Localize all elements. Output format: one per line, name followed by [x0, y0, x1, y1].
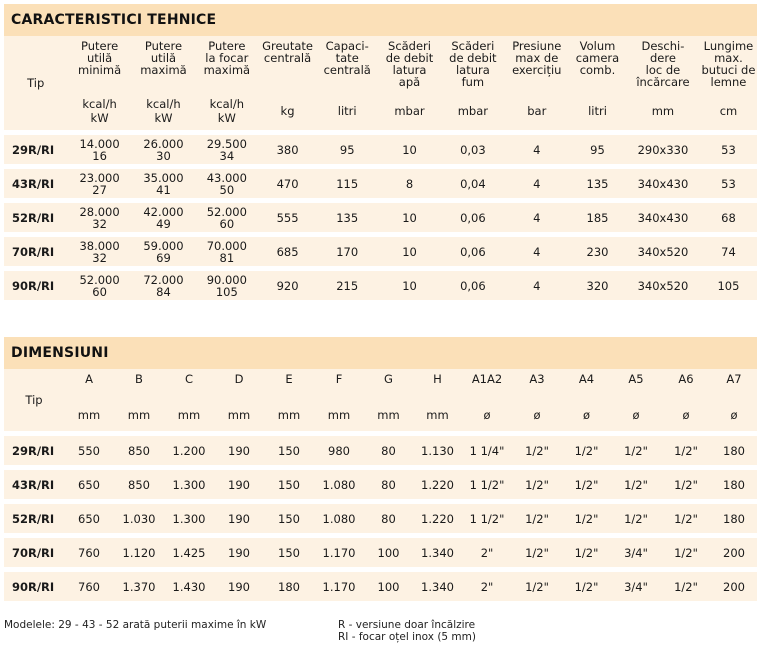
unit-cell: mm — [314, 399, 364, 434]
unit-cell: ø — [711, 399, 757, 434]
table-cell: 170 — [317, 235, 378, 269]
table-cell: 135 — [317, 201, 378, 235]
unit-cell: mm — [114, 399, 164, 434]
tip-cell: 90R/RI — [4, 269, 67, 301]
table-cell: 340x430 — [626, 201, 700, 235]
legend-r: R - versiune doar încălzire — [338, 619, 476, 631]
table-cell: 52.000 60 — [67, 269, 131, 301]
column-header: A4 — [562, 369, 611, 399]
table-cell: 53 — [700, 167, 757, 201]
column-header: E — [264, 369, 314, 399]
table-cell: 650 — [64, 468, 114, 502]
column-header: C — [164, 369, 214, 399]
tech-section-title: CARACTERISTICI TEHNICE — [4, 4, 757, 36]
unit-cell: kcal/h kW — [195, 92, 258, 133]
table-cell: 90.000 105 — [195, 269, 258, 301]
table-cell: 1.220 — [413, 502, 462, 536]
table-cell: 290x330 — [626, 133, 700, 167]
table-cell: 1/2" — [611, 502, 661, 536]
table-cell: 4 — [505, 133, 569, 167]
table-cell: 0,03 — [441, 133, 504, 167]
table-cell: 1.300 — [164, 502, 214, 536]
table-cell: 1/2" — [661, 536, 711, 570]
table-cell: 59.000 69 — [132, 235, 195, 269]
table-cell: 3/4" — [611, 536, 661, 570]
dims-unit-row — [4, 399, 757, 434]
tech-table — [4, 36, 757, 300]
table-cell: 1/2" — [562, 536, 611, 570]
table-cell: 190 — [214, 434, 264, 468]
table-cell: 1.170 — [314, 536, 364, 570]
unit-cell: ø — [512, 399, 562, 434]
table-cell: 1/2" — [512, 570, 562, 602]
column-header: G — [364, 369, 413, 399]
table-cell: 70.000 81 — [195, 235, 258, 269]
table-cell: 550 — [64, 434, 114, 468]
column-header: Volum camera comb. — [569, 36, 626, 92]
table-cell: 1/2" — [512, 536, 562, 570]
unit-cell: mm — [214, 399, 264, 434]
table-cell: 10 — [378, 201, 441, 235]
table-cell: 95 — [569, 133, 626, 167]
table-cell: 685 — [259, 235, 317, 269]
table-row — [4, 167, 757, 201]
column-header: Greutate centrală — [259, 36, 317, 92]
table-cell: 180 — [711, 502, 757, 536]
table-cell: 1/2" — [661, 434, 711, 468]
table-cell: 185 — [569, 201, 626, 235]
table-cell: 190 — [214, 536, 264, 570]
table-cell: 0,04 — [441, 167, 504, 201]
table-cell: 1.080 — [314, 502, 364, 536]
table-cell: 190 — [214, 502, 264, 536]
table-cell: 23.000 27 — [67, 167, 131, 201]
column-header: D — [214, 369, 264, 399]
table-cell: 1/2" — [512, 434, 562, 468]
table-cell: 80 — [364, 468, 413, 502]
table-cell: 760 — [64, 536, 114, 570]
table-cell: 150 — [264, 536, 314, 570]
table-cell: 1/2" — [562, 468, 611, 502]
column-header: H — [413, 369, 462, 399]
models-note: Modelele: 29 - 43 - 52 arată puterii maxime în kW — [4, 619, 267, 631]
unit-cell: mm — [264, 399, 314, 434]
table-cell: 1/2" — [562, 570, 611, 602]
unit-cell: ø — [661, 399, 711, 434]
table-cell: 1.130 — [413, 434, 462, 468]
table-cell: 340x520 — [626, 269, 700, 301]
table-row — [4, 201, 757, 235]
unit-cell: mm — [626, 92, 700, 133]
table-cell: 180 — [711, 434, 757, 468]
unit-cell: kcal/h kW — [132, 92, 195, 133]
table-cell: 95 — [317, 133, 378, 167]
table-cell: 1.425 — [164, 536, 214, 570]
unit-cell: ø — [562, 399, 611, 434]
table-cell: 4 — [505, 235, 569, 269]
table-cell: 3/4" — [611, 570, 661, 602]
table-cell: 1.120 — [114, 536, 164, 570]
table-cell: 10 — [378, 269, 441, 301]
dims-section-title: DIMENSIUNI — [4, 337, 757, 369]
unit-cell: litri — [317, 92, 378, 133]
tip-cell: 43R/RI — [4, 468, 64, 502]
legend-ri: RI - focar oțel inox (5 mm) — [338, 631, 476, 643]
table-cell: 52.000 60 — [195, 201, 258, 235]
column-header: Presiune max de exercițiu — [505, 36, 569, 92]
unit-cell: mm — [413, 399, 462, 434]
table-cell: 470 — [259, 167, 317, 201]
table-cell: 760 — [64, 570, 114, 602]
unit-cell: mm — [64, 399, 114, 434]
column-header: Scăderi de debit latura fum — [441, 36, 504, 92]
table-cell: 1 1/2" — [462, 468, 512, 502]
table-cell: 230 — [569, 235, 626, 269]
unit-cell: bar — [505, 92, 569, 133]
table-cell: 1.220 — [413, 468, 462, 502]
table-cell: 650 — [64, 502, 114, 536]
tip-cell: 90R/RI — [4, 570, 64, 602]
table-cell: 850 — [114, 468, 164, 502]
table-cell: 10 — [378, 235, 441, 269]
table-cell: 1 1/4" — [462, 434, 512, 468]
table-cell: 100 — [364, 536, 413, 570]
table-cell: 68 — [700, 201, 757, 235]
table-cell: 8 — [378, 167, 441, 201]
table-cell: 1.200 — [164, 434, 214, 468]
table-cell: 42.000 49 — [132, 201, 195, 235]
table-row — [4, 434, 757, 468]
table-cell: 215 — [317, 269, 378, 301]
table-cell: 340x520 — [626, 235, 700, 269]
table-cell: 43.000 50 — [195, 167, 258, 201]
unit-cell: cm — [700, 92, 757, 133]
table-cell: 1 1/2" — [462, 502, 512, 536]
table-cell: 38.000 32 — [67, 235, 131, 269]
table-cell: 26.000 30 — [132, 133, 195, 167]
tech-header-row — [4, 36, 757, 92]
column-header: A5 — [611, 369, 661, 399]
table-row — [4, 468, 757, 502]
tip-cell: 70R/RI — [4, 536, 64, 570]
table-cell: 135 — [569, 167, 626, 201]
table-cell: 115 — [317, 167, 378, 201]
column-header: Putere utilă minimă — [67, 36, 131, 92]
column-header: Scăderi de debit latura apă — [378, 36, 441, 92]
table-cell: 1.430 — [164, 570, 214, 602]
table-cell: 72.000 84 — [132, 269, 195, 301]
tip-cell: 29R/RI — [4, 434, 64, 468]
table-cell: 1/2" — [562, 434, 611, 468]
table-cell: 180 — [264, 570, 314, 602]
table-cell: 320 — [569, 269, 626, 301]
table-cell: 53 — [700, 133, 757, 167]
tip-cell: 52R/RI — [4, 201, 67, 235]
table-cell: 190 — [214, 468, 264, 502]
table-cell: 1/2" — [512, 468, 562, 502]
unit-cell: mbar — [378, 92, 441, 133]
table-cell: 35.000 41 — [132, 167, 195, 201]
unit-cell: kg — [259, 92, 317, 133]
table-cell: 380 — [259, 133, 317, 167]
table-cell: 180 — [711, 468, 757, 502]
table-row — [4, 235, 757, 269]
table-cell: 29.500 34 — [195, 133, 258, 167]
column-header: A3 — [512, 369, 562, 399]
column-header: A6 — [661, 369, 711, 399]
unit-cell: litri — [569, 92, 626, 133]
table-cell: 1.030 — [114, 502, 164, 536]
table-row — [4, 570, 757, 602]
table-cell: 1.170 — [314, 570, 364, 602]
table-cell: 1.370 — [114, 570, 164, 602]
table-cell: 1.080 — [314, 468, 364, 502]
column-header: A7 — [711, 369, 757, 399]
table-cell: 4 — [505, 167, 569, 201]
column-header: Lungime max. butuci de lemne — [700, 36, 757, 92]
table-cell: 4 — [505, 201, 569, 235]
table-cell: 1/2" — [661, 468, 711, 502]
table-cell: 850 — [114, 434, 164, 468]
column-header: Putere la focar maximă — [195, 36, 258, 92]
table-cell: 190 — [214, 570, 264, 602]
tip-cell: 43R/RI — [4, 167, 67, 201]
table-cell: 105 — [700, 269, 757, 301]
column-header: Capaci- tate centrală — [317, 36, 378, 92]
table-cell: 28.000 32 — [67, 201, 131, 235]
table-cell: 1.300 — [164, 468, 214, 502]
tech-unit-row — [4, 92, 757, 133]
table-row — [4, 269, 757, 301]
table-cell: 100 — [364, 570, 413, 602]
table-cell: 1/2" — [512, 502, 562, 536]
unit-cell: mbar — [441, 92, 504, 133]
unit-cell: ø — [611, 399, 661, 434]
table-cell: 0,06 — [441, 235, 504, 269]
table-row — [4, 502, 757, 536]
dims-header-row — [4, 369, 757, 399]
table-cell: 2" — [462, 570, 512, 602]
table-cell: 200 — [711, 536, 757, 570]
table-cell: 1/2" — [611, 434, 661, 468]
tip-cell: 70R/RI — [4, 235, 67, 269]
dims-table — [4, 369, 757, 601]
table-cell: 150 — [264, 468, 314, 502]
tip-cell: 52R/RI — [4, 502, 64, 536]
column-header: Deschi- dere loc de încărcare — [626, 36, 700, 92]
table-row — [4, 133, 757, 167]
unit-cell: mm — [164, 399, 214, 434]
column-header: B — [114, 369, 164, 399]
table-cell: 74 — [700, 235, 757, 269]
table-cell: 0,06 — [441, 201, 504, 235]
table-cell: 150 — [264, 434, 314, 468]
table-cell: 920 — [259, 269, 317, 301]
tip-header: Tip — [4, 369, 64, 434]
table-cell: 150 — [264, 502, 314, 536]
table-cell: 14.000 16 — [67, 133, 131, 167]
tip-cell: 29R/RI — [4, 133, 67, 167]
table-cell: 200 — [711, 570, 757, 602]
tip-header: Tip — [4, 36, 67, 133]
table-cell: 2" — [462, 536, 512, 570]
column-header: Putere utilă maximă — [132, 36, 195, 92]
table-cell: 1/2" — [611, 468, 661, 502]
table-cell: 80 — [364, 434, 413, 468]
table-cell: 10 — [378, 133, 441, 167]
unit-cell: ø — [462, 399, 512, 434]
unit-cell: mm — [364, 399, 413, 434]
unit-cell: kcal/h kW — [67, 92, 131, 133]
table-cell: 1/2" — [661, 570, 711, 602]
table-cell: 4 — [505, 269, 569, 301]
table-row — [4, 536, 757, 570]
table-cell: 980 — [314, 434, 364, 468]
table-cell: 1/2" — [562, 502, 611, 536]
table-cell: 340x430 — [626, 167, 700, 201]
column-header: F — [314, 369, 364, 399]
column-header: A — [64, 369, 114, 399]
table-cell: 1.340 — [413, 536, 462, 570]
table-cell: 80 — [364, 502, 413, 536]
table-cell: 1/2" — [661, 502, 711, 536]
table-cell: 0,06 — [441, 269, 504, 301]
table-cell: 1.340 — [413, 570, 462, 602]
column-header: A1A2 — [462, 369, 512, 399]
table-cell: 555 — [259, 201, 317, 235]
